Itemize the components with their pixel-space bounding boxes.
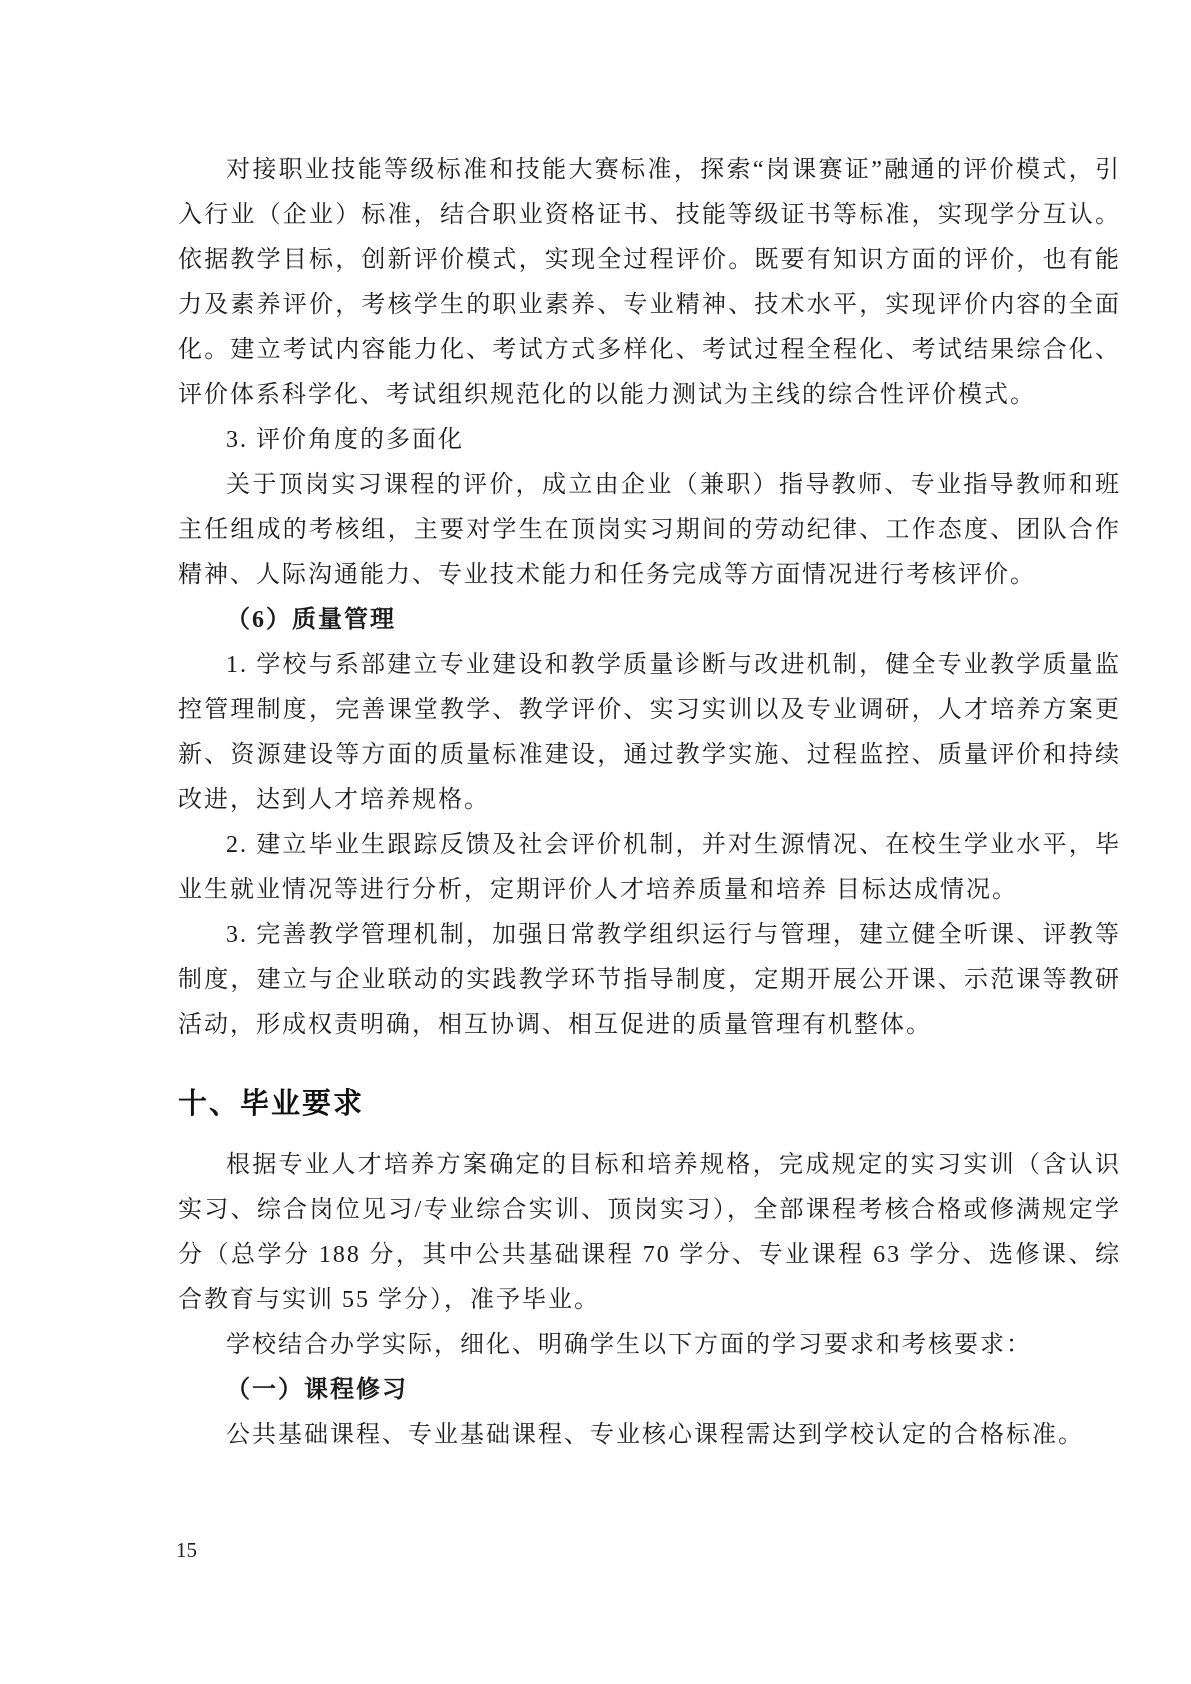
paragraph-evaluation-standards: 对接职业技能等级标准和技能大赛标准，探索“岗课赛证”融通的评价模式，引入行业（企业）标准，结合职业资格证书、技能等级证书等标准，实现学分互认。依据教学目标，创新评价模式，实现全过程评价。既要有知识方面的评价，也有能力及素养评价，考核学生的职业素养、专业精神、技术水平，实现评价内容的全面化。建立考试内容能力化、考试方式多样化、考试过程全程化、考试结果综合化、评价体系科学化、考试组织规范化的以能力测试为主线的综合性评价模式。 xyxy=(178,157,1121,408)
paragraph-course-pass-standard: 公共基础课程、专业基础课程、专业核心课程需达到学校认定的合格标准。 xyxy=(226,1422,1084,1448)
subheading-quality-management: （6）质量管理 xyxy=(226,607,396,633)
paragraph-quality-mechanism-1: 1. 学校与系部建立专业建设和教学质量诊断与改进机制，健全专业教学质量监控管理制度，完善课堂教学、教学评价、实习实训以及专业调研，人才培养方案更新、资源建设等方面的质量标准建设，通过教学实施、过程监控、质量评价和持续改进，达到人才培养规格。 xyxy=(178,652,1121,813)
paragraph-internship-evaluation: 关于顶岗实习课程的评价，成立由企业（兼职）指导教师、专业指导教师和班主任组成的考核组，主要对学生在顶岗实习期间的劳动纪律、工作态度、团队合作精神、人际沟通能力、专业技术能力和任务完成等方面情况进行考核评价。 xyxy=(178,472,1121,588)
paragraph-quality-mechanism-3: 3. 完善教学管理机制，加强日常教学组织运行与管理，建立健全听课、评教等制度，建立与企业联动的实践教学环节指导制度，定期开展公开课、示范课等教研活动，形成权责明确，相互协调、相互促进的质量管理有机整体。 xyxy=(178,922,1121,1038)
subheading-course-study: （一）课程修习 xyxy=(226,1377,408,1403)
paragraph-quality-mechanism-2: 2. 建立毕业生跟踪反馈及社会评价机制，并对生源情况、在校生学业水平，毕业生就业情况等进行分析，定期评价人才培养质量和培养 目标达成情况。 xyxy=(178,832,1121,903)
heading-graduation-requirements: 十、毕业要求 xyxy=(178,1088,365,1120)
paragraph-school-study-requirements: 学校结合办学实际，细化、明确学生以下方面的学习要求和考核要求： xyxy=(226,1332,1032,1358)
page-number: 15 xyxy=(176,1538,197,1562)
paragraph-graduation-credits: 根据专业人才培养方案确定的目标和培养规格，完成规定的实习实训（含认识实习、综合岗位见习/专业综合实训、顶岗实习），全部课程考核合格或修满规定学分（总学分 188 分，其中公共基础课程 70 学分、专业课程 63 学分、选修课、综合教育与实训 55 学分），准予毕业。 xyxy=(178,1152,1121,1313)
item-evaluation-angle-heading: 3. 评价角度的多面化 xyxy=(226,427,464,453)
